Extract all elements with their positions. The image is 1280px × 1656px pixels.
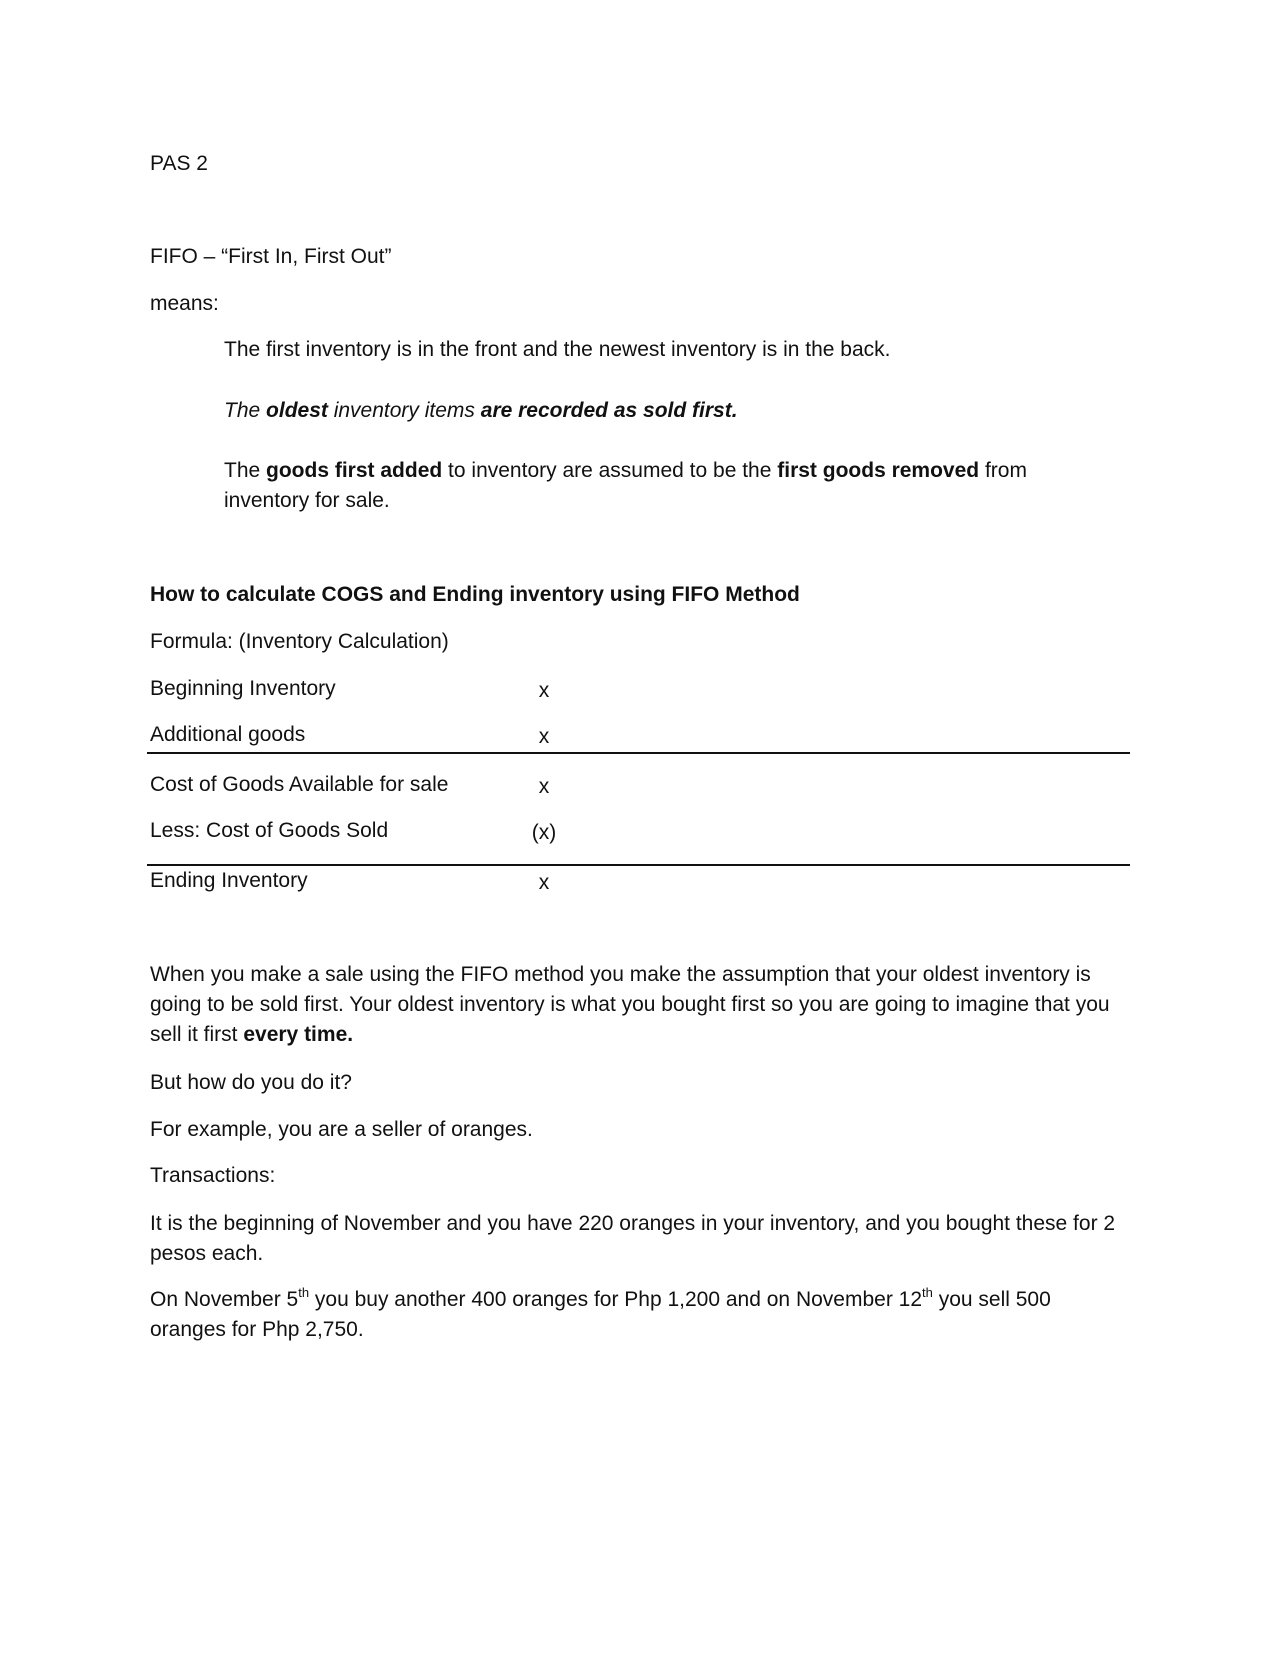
fifo-definition-line-1: The first inventory is in the front and the newest inventory is in the back.: [224, 338, 891, 361]
row-label-goods-available: Cost of Goods Available for sale: [150, 773, 449, 796]
transaction-paragraph-2: On November 5th you buy another 400 oranges for Php 1,200 and on November 12th you sell 500 oranges for Php 2,750.: [150, 1285, 1051, 1341]
fifo-definition-line-2: The oldest inventory items are recorded as sold first.: [224, 399, 738, 422]
calc-heading: How to calculate COGS and Ending inventory using FIFO Method: [150, 583, 800, 606]
question-line: But how do you do it?: [150, 1071, 352, 1094]
fifo-heading: FIFO – “First In, First Out”: [150, 245, 392, 268]
formula-label: Formula: (Inventory Calculation): [150, 630, 449, 653]
page-title: PAS 2: [150, 152, 208, 175]
fifo-definition-line-3: The goods first added to inventory are assumed to be the first goods removed from inventory for sale.: [224, 459, 1027, 512]
transactions-label: Transactions:: [150, 1164, 276, 1187]
row-label-ending-inventory: Ending Inventory: [150, 869, 308, 892]
table-rule-1: [147, 752, 1130, 754]
row-value-ending-inventory: x: [538, 871, 550, 894]
row-value-cogs: (x): [531, 821, 557, 844]
explanation-paragraph: When you make a sale using the FIFO method you make the assumption that your oldest inventory is going to be sold first. Your oldest inventory is what you bought first so you are going to imagine that you sell it first every time.: [150, 963, 1110, 1046]
row-value-beginning-inventory: x: [538, 679, 550, 702]
row-label-beginning-inventory: Beginning Inventory: [150, 677, 336, 700]
example-line: For example, you are a seller of oranges.: [150, 1118, 533, 1141]
row-label-cogs: Less: Cost of Goods Sold: [150, 819, 389, 842]
means-label: means:: [150, 292, 219, 315]
transaction-paragraph-1: It is the beginning of November and you have 220 oranges in your inventory, and you bought these for 2 pesos each.: [150, 1212, 1116, 1265]
row-value-additional-goods: x: [538, 725, 550, 748]
row-label-additional-goods: Additional goods: [150, 723, 306, 746]
row-value-goods-available: x: [538, 775, 550, 798]
